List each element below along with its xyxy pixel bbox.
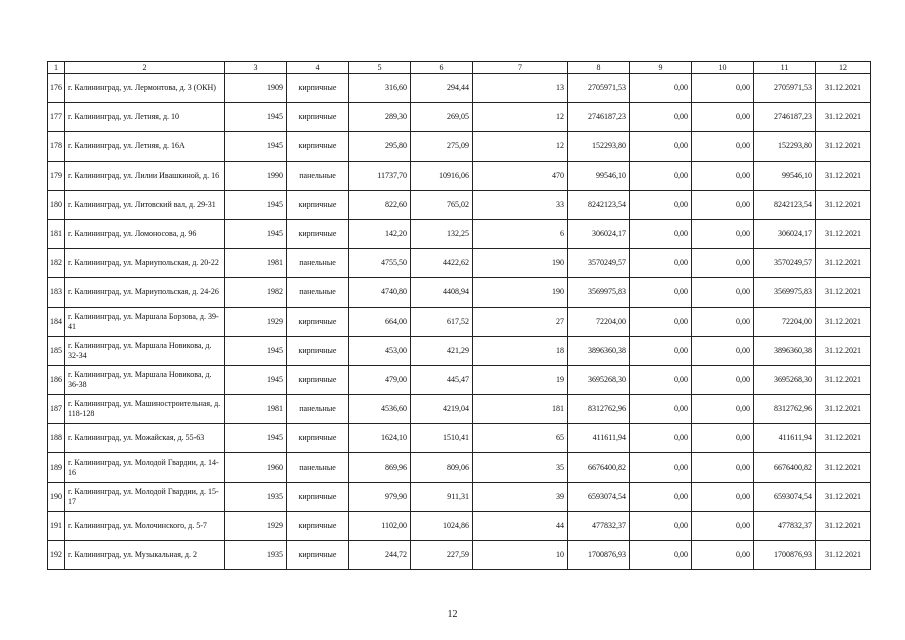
address-cell: г. Калининград, ул. Летняя, д. 16А: [65, 132, 225, 161]
year-built-cell: 1945: [225, 219, 287, 248]
total-cost-cell: 411611,94: [754, 424, 816, 453]
funds-cell: 0,00: [692, 74, 754, 103]
column-number: 8: [568, 62, 630, 74]
row-number-cell: 188: [48, 424, 65, 453]
total-cost-cell: 6593074,54: [754, 482, 816, 511]
total-area-cell: 4740,80: [349, 278, 411, 307]
funds-cell: 0,00: [630, 278, 692, 307]
wall-material-cell: панельные: [287, 161, 349, 190]
year-built-cell: 1945: [225, 103, 287, 132]
total-area-cell: 453,00: [349, 336, 411, 365]
funds-cell: 0,00: [692, 541, 754, 570]
table-row: [48, 190, 871, 219]
residents-count-cell: 470: [473, 161, 568, 190]
deadline-date-cell: 31.12.2021: [816, 307, 871, 336]
residents-count-cell: 44: [473, 511, 568, 540]
cost-cell: 477832,37: [568, 511, 630, 540]
wall-material-cell: кирпичные: [287, 190, 349, 219]
total-area-cell: 289,30: [349, 103, 411, 132]
funds-cell: 0,00: [692, 278, 754, 307]
residents-count-cell: 12: [473, 103, 568, 132]
cost-cell: 3695268,30: [568, 365, 630, 394]
funds-cell: 0,00: [630, 132, 692, 161]
address-cell: г. Калининград, ул. Машиностроительная, д. 118-128: [65, 395, 225, 424]
wall-material-cell: кирпичные: [287, 365, 349, 394]
housing-register-table: [47, 61, 871, 570]
deadline-date-cell: 31.12.2021: [816, 482, 871, 511]
funds-cell: 0,00: [692, 161, 754, 190]
total-cost-cell: 8242123,54: [754, 190, 816, 219]
column-number: 1: [48, 62, 65, 74]
wall-material-cell: кирпичные: [287, 103, 349, 132]
address-cell: г. Калининград, ул. Летняя, д. 10: [65, 103, 225, 132]
year-built-cell: 1945: [225, 190, 287, 219]
year-built-cell: 1929: [225, 511, 287, 540]
column-number: 11: [754, 62, 816, 74]
total-area-cell: 869,96: [349, 453, 411, 482]
table-row: [48, 511, 871, 540]
funds-cell: 0,00: [630, 161, 692, 190]
total-cost-cell: 99546,10: [754, 161, 816, 190]
year-built-cell: 1990: [225, 161, 287, 190]
deadline-date-cell: 31.12.2021: [816, 103, 871, 132]
total-area-cell: 1624,10: [349, 424, 411, 453]
table-body: [48, 74, 871, 570]
page-number: 12: [447, 609, 458, 620]
wall-material-cell: панельные: [287, 395, 349, 424]
wall-material-cell: кирпичные: [287, 132, 349, 161]
deadline-date-cell: 31.12.2021: [816, 249, 871, 278]
total-cost-cell: 3896360,38: [754, 336, 816, 365]
deadline-date-cell: 31.12.2021: [816, 424, 871, 453]
residents-count-cell: 10: [473, 541, 568, 570]
residents-count-cell: 19: [473, 365, 568, 394]
address-cell: г. Калининград, ул. Литовский вал, д. 29-31: [65, 190, 225, 219]
deadline-date-cell: 31.12.2021: [816, 395, 871, 424]
funds-cell: 0,00: [630, 511, 692, 540]
year-built-cell: 1909: [225, 74, 287, 103]
funds-cell: 0,00: [630, 103, 692, 132]
table-row: [48, 395, 871, 424]
funds-cell: 0,00: [692, 424, 754, 453]
living-area-cell: 10916,06: [411, 161, 473, 190]
funds-cell: 0,00: [692, 365, 754, 394]
row-number-cell: 181: [48, 219, 65, 248]
table-row: [48, 482, 871, 511]
living-area-cell: 4408,94: [411, 278, 473, 307]
deadline-date-cell: 31.12.2021: [816, 336, 871, 365]
funds-cell: 0,00: [630, 249, 692, 278]
year-built-cell: 1982: [225, 278, 287, 307]
cost-cell: 72204,00: [568, 307, 630, 336]
cost-cell: 3569975,83: [568, 278, 630, 307]
funds-cell: 0,00: [692, 219, 754, 248]
living-area-cell: 617,52: [411, 307, 473, 336]
cost-cell: 8242123,54: [568, 190, 630, 219]
living-area-cell: 445,47: [411, 365, 473, 394]
deadline-date-cell: 31.12.2021: [816, 74, 871, 103]
funds-cell: 0,00: [630, 307, 692, 336]
funds-cell: 0,00: [692, 132, 754, 161]
residents-count-cell: 35: [473, 453, 568, 482]
year-built-cell: 1945: [225, 132, 287, 161]
funds-cell: 0,00: [692, 307, 754, 336]
address-cell: г. Калининград, ул. Можайская, д. 55-63: [65, 424, 225, 453]
total-area-cell: 979,90: [349, 482, 411, 511]
cost-cell: 3570249,57: [568, 249, 630, 278]
deadline-date-cell: 31.12.2021: [816, 541, 871, 570]
table-row: [48, 249, 871, 278]
funds-cell: 0,00: [692, 482, 754, 511]
table-row: [48, 307, 871, 336]
column-number: 7: [473, 62, 568, 74]
residents-count-cell: 39: [473, 482, 568, 511]
wall-material-cell: кирпичные: [287, 219, 349, 248]
row-number-cell: 177: [48, 103, 65, 132]
address-cell: г. Калининград, ул. Молочинского, д. 5-7: [65, 511, 225, 540]
living-area-cell: 809,06: [411, 453, 473, 482]
total-area-cell: 295,80: [349, 132, 411, 161]
living-area-cell: 132,25: [411, 219, 473, 248]
funds-cell: 0,00: [630, 424, 692, 453]
living-area-cell: 4422,62: [411, 249, 473, 278]
total-area-cell: 142,20: [349, 219, 411, 248]
table-row: [48, 74, 871, 103]
living-area-cell: 1510,41: [411, 424, 473, 453]
total-cost-cell: 2705971,53: [754, 74, 816, 103]
table-row: [48, 336, 871, 365]
total-cost-cell: 3695268,30: [754, 365, 816, 394]
residents-count-cell: 13: [473, 74, 568, 103]
deadline-date-cell: 31.12.2021: [816, 190, 871, 219]
funds-cell: 0,00: [692, 336, 754, 365]
living-area-cell: 227,59: [411, 541, 473, 570]
cost-cell: 8312762,96: [568, 395, 630, 424]
funds-cell: 0,00: [692, 190, 754, 219]
funds-cell: 0,00: [630, 336, 692, 365]
funds-cell: 0,00: [692, 395, 754, 424]
row-number-cell: 183: [48, 278, 65, 307]
funds-cell: 0,00: [692, 103, 754, 132]
row-number-cell: 180: [48, 190, 65, 219]
wall-material-cell: кирпичные: [287, 74, 349, 103]
row-number-cell: 176: [48, 74, 65, 103]
row-number-cell: 186: [48, 365, 65, 394]
column-number: 6: [411, 62, 473, 74]
address-cell: г. Калининград, ул. Ломоносова, д. 96: [65, 219, 225, 248]
funds-cell: 0,00: [692, 249, 754, 278]
wall-material-cell: панельные: [287, 453, 349, 482]
living-area-cell: 911,31: [411, 482, 473, 511]
wall-material-cell: панельные: [287, 278, 349, 307]
funds-cell: 0,00: [630, 453, 692, 482]
living-area-cell: 421,29: [411, 336, 473, 365]
column-number: 12: [816, 62, 871, 74]
year-built-cell: 1935: [225, 541, 287, 570]
cost-cell: 152293,80: [568, 132, 630, 161]
deadline-date-cell: 31.12.2021: [816, 453, 871, 482]
deadline-date-cell: 31.12.2021: [816, 278, 871, 307]
funds-cell: 0,00: [630, 482, 692, 511]
cost-cell: 411611,94: [568, 424, 630, 453]
row-number-cell: 185: [48, 336, 65, 365]
deadline-date-cell: 31.12.2021: [816, 365, 871, 394]
cost-cell: 306024,17: [568, 219, 630, 248]
total-area-cell: 479,00: [349, 365, 411, 394]
cost-cell: 2705971,53: [568, 74, 630, 103]
column-number: 10: [692, 62, 754, 74]
row-number-cell: 179: [48, 161, 65, 190]
wall-material-cell: панельные: [287, 249, 349, 278]
address-cell: г. Калининград, ул. Маршала Новикова, д. 32-34: [65, 336, 225, 365]
table-row: [48, 103, 871, 132]
total-cost-cell: 152293,80: [754, 132, 816, 161]
total-cost-cell: 3570249,57: [754, 249, 816, 278]
total-cost-cell: 1700876,93: [754, 541, 816, 570]
row-number-cell: 189: [48, 453, 65, 482]
row-number-cell: 178: [48, 132, 65, 161]
table-row: [48, 278, 871, 307]
address-cell: г. Калининград, ул. Лермонтова, д. 3 (ОКН): [65, 74, 225, 103]
total-cost-cell: 72204,00: [754, 307, 816, 336]
wall-material-cell: кирпичные: [287, 336, 349, 365]
living-area-cell: 275,09: [411, 132, 473, 161]
residents-count-cell: 6: [473, 219, 568, 248]
funds-cell: 0,00: [630, 190, 692, 219]
cost-cell: 2746187,23: [568, 103, 630, 132]
residents-count-cell: 12: [473, 132, 568, 161]
row-number-cell: 190: [48, 482, 65, 511]
cost-cell: 99546,10: [568, 161, 630, 190]
cost-cell: 6676400,82: [568, 453, 630, 482]
wall-material-cell: кирпичные: [287, 307, 349, 336]
funds-cell: 0,00: [630, 365, 692, 394]
row-number-cell: 192: [48, 541, 65, 570]
year-built-cell: 1929: [225, 307, 287, 336]
column-number: 5: [349, 62, 411, 74]
address-cell: г. Калининград, ул. Молодой Гвардии, д. 14-16: [65, 453, 225, 482]
cost-cell: 6593074,54: [568, 482, 630, 511]
living-area-cell: 294,44: [411, 74, 473, 103]
funds-cell: 0,00: [630, 219, 692, 248]
column-number: 3: [225, 62, 287, 74]
residents-count-cell: 33: [473, 190, 568, 219]
wall-material-cell: кирпичные: [287, 424, 349, 453]
table-row: [48, 424, 871, 453]
total-area-cell: 4536,60: [349, 395, 411, 424]
table-row: [48, 219, 871, 248]
residents-count-cell: 181: [473, 395, 568, 424]
year-built-cell: 1935: [225, 482, 287, 511]
total-area-cell: 1102,00: [349, 511, 411, 540]
total-area-cell: 664,00: [349, 307, 411, 336]
living-area-cell: 269,05: [411, 103, 473, 132]
address-cell: г. Калининград, ул. Мариупольская, д. 20-22: [65, 249, 225, 278]
total-area-cell: 316,60: [349, 74, 411, 103]
residents-count-cell: 27: [473, 307, 568, 336]
table-row: [48, 541, 871, 570]
column-number-row: [48, 62, 871, 74]
year-built-cell: 1945: [225, 365, 287, 394]
wall-material-cell: кирпичные: [287, 541, 349, 570]
year-built-cell: 1945: [225, 424, 287, 453]
funds-cell: 0,00: [630, 395, 692, 424]
total-area-cell: 4755,50: [349, 249, 411, 278]
total-cost-cell: 477832,37: [754, 511, 816, 540]
year-built-cell: 1945: [225, 336, 287, 365]
row-number-cell: 184: [48, 307, 65, 336]
deadline-date-cell: 31.12.2021: [816, 219, 871, 248]
year-built-cell: 1981: [225, 249, 287, 278]
wall-material-cell: кирпичные: [287, 511, 349, 540]
total-cost-cell: 306024,17: [754, 219, 816, 248]
year-built-cell: 1960: [225, 453, 287, 482]
total-area-cell: 11737,70: [349, 161, 411, 190]
funds-cell: 0,00: [630, 541, 692, 570]
cost-cell: 3896360,38: [568, 336, 630, 365]
funds-cell: 0,00: [692, 453, 754, 482]
total-cost-cell: 6676400,82: [754, 453, 816, 482]
table-row: [48, 161, 871, 190]
address-cell: г. Калининград, ул. Музыкальная, д. 2: [65, 541, 225, 570]
total-cost-cell: 8312762,96: [754, 395, 816, 424]
deadline-date-cell: 31.12.2021: [816, 132, 871, 161]
column-number: 9: [630, 62, 692, 74]
table-row: [48, 453, 871, 482]
residents-count-cell: 190: [473, 249, 568, 278]
deadline-date-cell: 31.12.2021: [816, 511, 871, 540]
total-area-cell: 822,60: [349, 190, 411, 219]
column-number: 4: [287, 62, 349, 74]
total-area-cell: 244,72: [349, 541, 411, 570]
living-area-cell: 1024,86: [411, 511, 473, 540]
table-row: [48, 132, 871, 161]
address-cell: г. Калининград, ул. Лилии Ивашкиной, д. 16: [65, 161, 225, 190]
deadline-date-cell: 31.12.2021: [816, 161, 871, 190]
address-cell: г. Калининград, ул. Молодой Гвардии, д. 15-17: [65, 482, 225, 511]
funds-cell: 0,00: [630, 74, 692, 103]
address-cell: г. Калининград, ул. Маршала Новикова, д. 36-38: [65, 365, 225, 394]
row-number-cell: 191: [48, 511, 65, 540]
residents-count-cell: 190: [473, 278, 568, 307]
total-cost-cell: 2746187,23: [754, 103, 816, 132]
table-row: [48, 365, 871, 394]
column-number: 2: [65, 62, 225, 74]
address-cell: г. Калининград, ул. Мариупольская, д. 24-26: [65, 278, 225, 307]
row-number-cell: 182: [48, 249, 65, 278]
total-cost-cell: 3569975,83: [754, 278, 816, 307]
address-cell: г. Калининград, ул. Маршала Борзова, д. 39-41: [65, 307, 225, 336]
row-number-cell: 187: [48, 395, 65, 424]
living-area-cell: 765,02: [411, 190, 473, 219]
cost-cell: 1700876,93: [568, 541, 630, 570]
living-area-cell: 4219,04: [411, 395, 473, 424]
residents-count-cell: 65: [473, 424, 568, 453]
wall-material-cell: кирпичные: [287, 482, 349, 511]
year-built-cell: 1981: [225, 395, 287, 424]
residents-count-cell: 18: [473, 336, 568, 365]
funds-cell: 0,00: [692, 511, 754, 540]
